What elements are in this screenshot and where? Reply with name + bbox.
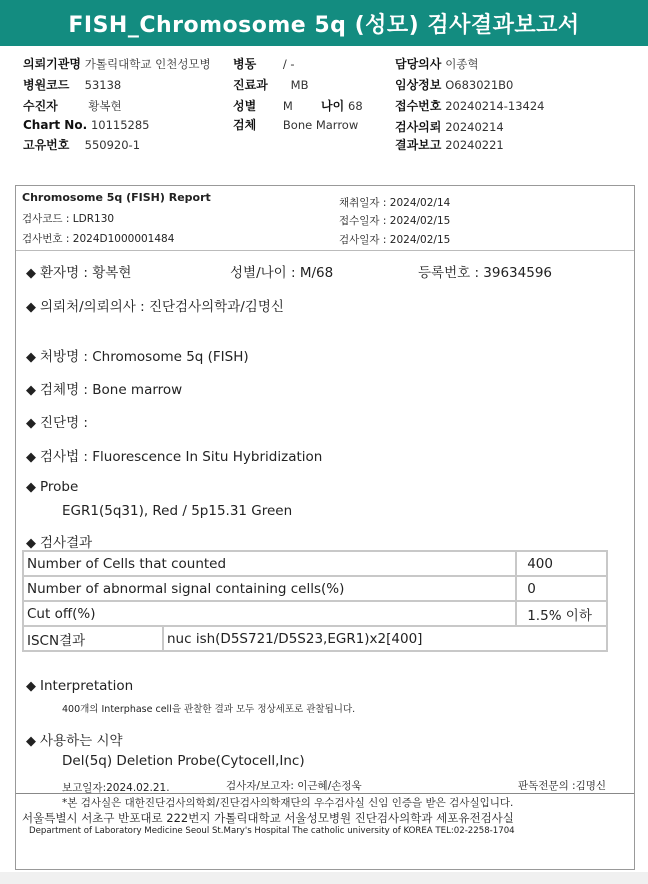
specimen-text: 검체명 : Bone marrow xyxy=(40,382,183,398)
header-label: 성별 xyxy=(233,99,257,113)
header-label: 결과보고 xyxy=(395,138,442,152)
divider xyxy=(16,793,634,794)
patient-name-text: 환자명 : 황복현 xyxy=(40,265,132,281)
header-label: 검체 xyxy=(233,118,257,132)
referrer-text: 의뢰처/의뢰의사 : 진단검사의학과/김명신 xyxy=(40,299,284,315)
result-name: Number of Cells that counted xyxy=(23,551,516,576)
iscn-value: nuc ish(D5S721/D5S23,EGR1)x2[400] xyxy=(163,626,607,651)
header-value: 68 xyxy=(348,99,363,113)
report-panel xyxy=(15,185,635,870)
table-row xyxy=(23,626,607,651)
header-label: 의뢰기관명 xyxy=(23,57,81,71)
header-hospital-code xyxy=(23,76,121,93)
diamond-icon: ◆ xyxy=(26,416,36,431)
header-ward xyxy=(233,55,295,72)
table-row xyxy=(23,601,607,626)
header-report-date xyxy=(395,136,504,153)
header-label: 병원코드 xyxy=(23,78,70,92)
header-receipt-no xyxy=(395,97,544,114)
lab-address: 서울특별시 서초구 반포대로 222번지 가톨릭대학교 서울성모병원 진단검사의학과 세포유전검사실 xyxy=(22,811,514,825)
specimen-name xyxy=(26,378,182,398)
header-institution xyxy=(23,55,211,72)
interpretation-heading xyxy=(26,678,133,694)
table-row xyxy=(23,576,607,601)
header-label: 수진자 xyxy=(23,99,58,113)
probe-heading xyxy=(26,479,78,495)
reagent-heading xyxy=(26,729,123,749)
header-sex xyxy=(233,97,293,114)
interpretation-label: Interpretation xyxy=(40,678,134,694)
results-table xyxy=(22,550,608,652)
header-value: 53138 xyxy=(84,78,122,92)
page-bottom xyxy=(0,872,648,884)
sex-age: 성별/나이 : M/68 xyxy=(230,265,334,281)
report-date: 보고일자:2024.02.21. xyxy=(62,782,170,794)
certification-note: *본 검사실은 대한진단검사의학회/진단검사의학재단의 우수검사실 신임 인증을 받은 검사실입니다. xyxy=(62,797,514,809)
header-value: O683021B0 xyxy=(445,78,514,92)
header-label: 진료과 xyxy=(233,78,268,92)
header-specimen xyxy=(233,116,358,133)
probe-value: EGR1(5q31), Red / 5p15.31 Green xyxy=(62,503,293,519)
result-value: 1.5% 이하 xyxy=(516,601,607,626)
header-value: 이종혁 xyxy=(445,57,479,71)
header-label: 검사의뢰 xyxy=(395,120,442,134)
header-value: Bone Marrow xyxy=(282,118,359,132)
header-label: Chart No. xyxy=(23,118,88,132)
diamond-icon: ◆ xyxy=(26,480,36,495)
diagnosis-text: 진단명 : xyxy=(40,415,88,431)
report-title: FISH_Chromosome 5q (성모) 검사결과보고서 xyxy=(0,0,648,46)
prescription xyxy=(26,345,249,365)
probe-label: Probe xyxy=(40,479,79,495)
reagent-label: 사용하는 시약 xyxy=(40,733,123,749)
diamond-icon: ◆ xyxy=(26,450,36,465)
diamond-icon: ◆ xyxy=(26,383,36,398)
interpretation-text: 400개의 Interphase cell을 관찰한 결과 모두 정상세포로 관찰됩니다. xyxy=(62,704,356,715)
header-label: 고유번호 xyxy=(23,138,70,152)
header-label: 병동 xyxy=(233,57,257,71)
header-value: 20240214-13424 xyxy=(445,99,545,113)
header-value: 황복현 xyxy=(88,99,122,113)
header-label: 접수번호 xyxy=(395,99,442,113)
header-label: 담당의사 xyxy=(395,57,442,71)
results-heading xyxy=(26,531,92,551)
diagnosis xyxy=(26,411,88,431)
header-value: M xyxy=(282,99,293,113)
header-department xyxy=(233,76,308,93)
results-label: 검사결과 xyxy=(40,535,93,551)
diamond-icon: ◆ xyxy=(26,266,36,281)
exam-code: 검사코드 : LDR130 xyxy=(22,213,115,225)
result-name: Number of abnormal signal containing cells(%) xyxy=(23,576,516,601)
result-name: Cut off(%) xyxy=(23,601,516,626)
method-text: 검사법 : Fluorescence In Situ Hybridization xyxy=(40,449,323,465)
result-value: 400 xyxy=(516,551,607,576)
header-value: 20240214 xyxy=(445,120,504,134)
header-value: / - xyxy=(282,57,295,71)
department-info: Department of Laboratory Medicine Seoul St.Mary's Hospital The catholic university of KOREA TEL:02-2258-1704 xyxy=(29,826,515,836)
exam-number: 검사번호 : 2024D1000001484 xyxy=(22,233,175,245)
header-value: MB xyxy=(290,78,309,92)
patient-name xyxy=(26,261,131,281)
referrer xyxy=(26,295,284,315)
header-patient xyxy=(23,97,122,114)
exam-date: 검사일자 : 2024/02/15 xyxy=(339,234,451,246)
header-unique-no xyxy=(23,136,140,153)
result-value: 0 xyxy=(516,576,607,601)
header-value: 10115285 xyxy=(90,118,150,132)
reagent-value: Del(5q) Deletion Probe(Cytocell,Inc) xyxy=(62,753,305,769)
header-doctor xyxy=(395,55,479,72)
iscn-label: ISCN결과 xyxy=(23,626,163,651)
header-label: 임상정보 xyxy=(395,78,442,92)
prescription-text: 처방명 : Chromosome 5q (FISH) xyxy=(40,349,249,365)
method xyxy=(26,445,322,465)
header-clinical-info xyxy=(395,76,513,93)
diamond-icon: ◆ xyxy=(26,300,36,315)
diamond-icon: ◆ xyxy=(26,536,36,551)
report-heading: Chromosome 5q (FISH) Report xyxy=(22,191,211,204)
header-value: 550920-1 xyxy=(84,138,141,152)
header-value: 가톨릭대학교 인천성모병 xyxy=(84,57,211,71)
header-chart-no xyxy=(23,118,150,132)
specialist: 판독전문의 :김명신 xyxy=(518,780,607,792)
header-label: 나이 xyxy=(321,99,345,113)
table-row xyxy=(23,551,607,576)
header-value: 20240221 xyxy=(445,138,504,152)
diamond-icon: ◆ xyxy=(26,679,36,694)
header-request-date xyxy=(395,118,504,135)
collection-date: 채취일자 : 2024/02/14 xyxy=(339,197,451,209)
registration-number: 등록번호 : 39634596 xyxy=(418,265,553,281)
diamond-icon: ◆ xyxy=(26,734,36,749)
receipt-date: 접수일자 : 2024/02/15 xyxy=(339,215,451,227)
examiner: 검사자/보고자: 이근혜/손정욱 xyxy=(226,780,362,792)
header-age xyxy=(321,97,363,114)
diamond-icon: ◆ xyxy=(26,350,36,365)
divider xyxy=(16,250,634,251)
